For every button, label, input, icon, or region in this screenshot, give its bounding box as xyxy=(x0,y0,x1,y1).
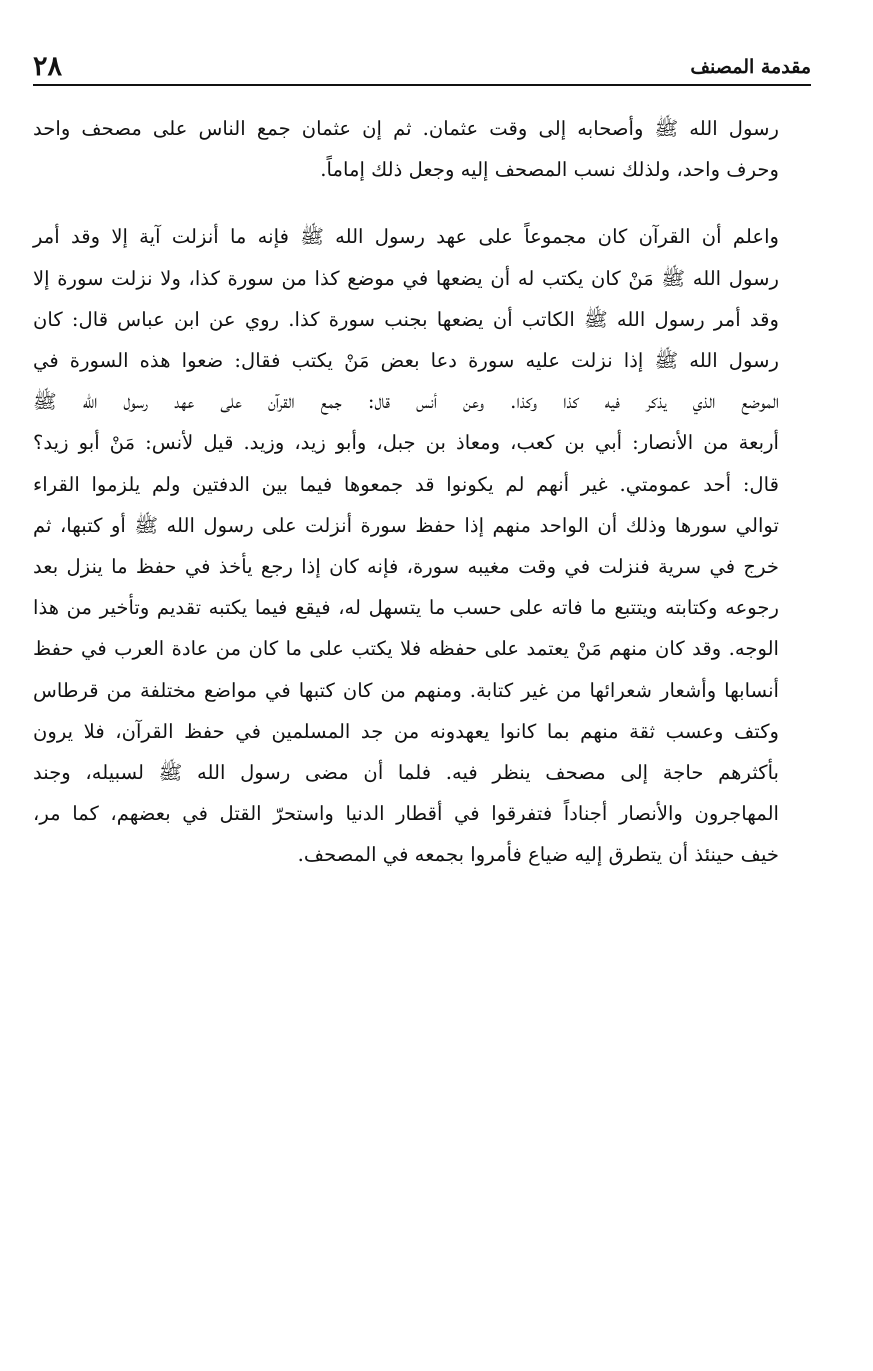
text-line: رجوعه وكتابته ويتتبع ما فاته على حسب ما يتسهل له، فيقع فيما يكتبه تقديم وتأخير من هذا xyxy=(33,596,779,620)
page-header xyxy=(33,50,811,86)
text-line: رسول الله ﷺ وأصحابه إلى وقت عثمان. ثم إن عثمان جمع الناس على مصحف واحد xyxy=(33,117,779,140)
paragraph-2 xyxy=(33,216,779,875)
text-line: بأكثرهم حاجة إلى مصحف ينظر فيه. فلما أن مضى رسول الله ﷺ لسبيله، وجند xyxy=(33,761,779,785)
text-line: خرج في سرية فنزلت في وقت مغيبه سورة، فإنه كان إذا رجع يأخذ في حفظ ما ينزل بعد xyxy=(33,555,779,579)
text-line: قال: أحد عمومتي. غير أنهم لم يكونوا قد جمعوها فيما بين الدفتين ولم يلزموا القراء xyxy=(33,472,779,496)
text-line: رسول الله ﷺ إذا نزلت عليه سورة دعا بعض مَنْ يكتب فقال: ضعوا هذه السورة في xyxy=(33,349,779,373)
text-line: أنسابها وأشعار شعرائها من غير كتابة. ومنهم من كان كتبها في مواضع مختلفة من قرطاس xyxy=(33,678,779,702)
text-line: وقد أمر رسول الله ﷺ الكاتب أن يضعها بجنب سورة كذا. روي عن ابن عباس قال: كان xyxy=(33,307,779,331)
page-number: ٢٨ xyxy=(33,51,63,82)
text-line: أربعة من الأنصار: أبي بن كعب، ومعاذ بن جبل، وأبو زيد، وزيد. قيل لأنس: مَنْ أبو زيد؟ xyxy=(33,431,779,455)
text-line: المهاجرون والأنصار أجناداً فتفرقوا في أقطار الدنيا واستحرّ القتل في بعضهم، كما مر، xyxy=(33,802,779,826)
section-title: مقدمة المصنف xyxy=(690,56,811,78)
text-line: وكتف وعسب ثقة منهم بما كانوا يعهدونه من جد المسلمين في حفظ القرآن، فلا يرون xyxy=(33,719,779,743)
text-line: الوجه. وقد كان منهم مَنْ يعتمد على حفظه فلا يكتب على ما كان من عادة العرب في حفظ xyxy=(33,637,779,661)
text-line: الموضع الذي يذكر فيه كذا وكذا. وعن أنس قال: جمع القرآن على عهد رسول الله ﷺ xyxy=(33,390,779,414)
text-line: خيف حينئذ أن يتطرق إليه ضياع فأمروا بجمعه في المصحف. xyxy=(297,843,779,867)
text-line: واعلم أن القرآن كان مجموعاً على عهد رسول الله ﷺ فإنه ما أنزلت آية إلا وقد أمر xyxy=(33,225,779,249)
text-line: وحرف واحد، ولذلك نسب المصحف إليه وجعل ذلك إماماً. xyxy=(320,158,779,182)
text-line: رسول الله ﷺ مَنْ كان يكتب له أن يضعها في موضع كذا من سورة كذا، ولا نزلت سورة إلا xyxy=(33,266,779,290)
paragraph-1 xyxy=(33,108,779,190)
body-text xyxy=(33,108,779,876)
text-line: توالي سورها وذلك أن الواحد منهم إذا حفظ سورة أنزلت على رسول الله ﷺ أو كتبها، ثم xyxy=(33,513,779,537)
